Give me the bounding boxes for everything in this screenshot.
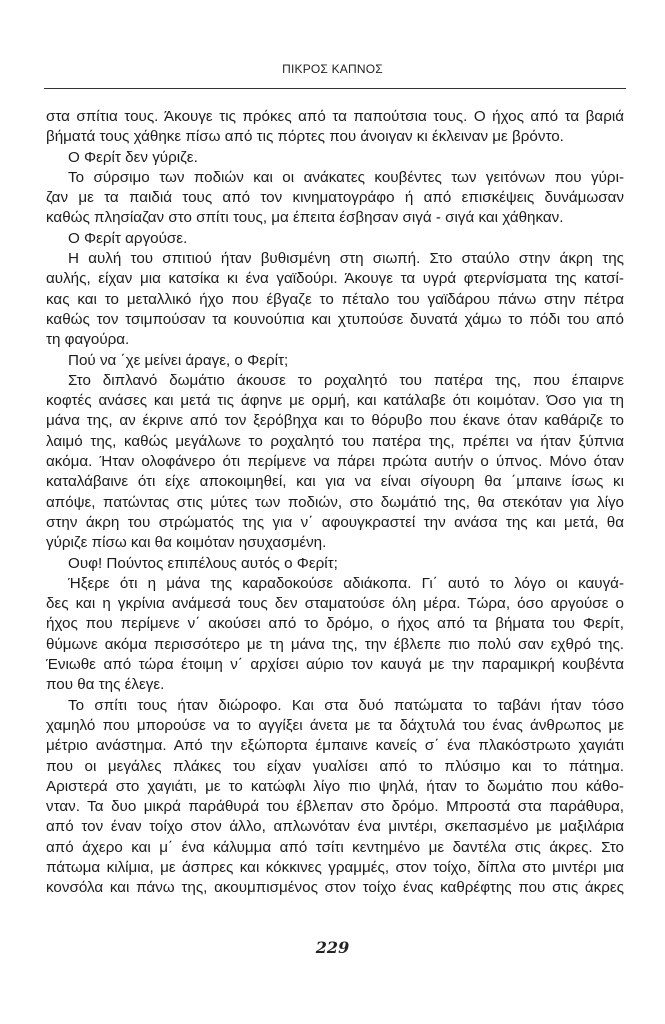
text-line: Ουφ! Πούντος επιπέλους αυτός ο Φερίτ;: [68, 554, 338, 572]
text-line: ακόμα. Ήταν ολοφάνερο ότι περίμενε να πάρει πρώτα αυτήν ο ύπνος. Μόνο όταν: [46, 453, 624, 471]
text-line: κοφτές ανάσες και μετά τις άφηνε με ορμή, και κατάλαβε ότι κοιμόταν. Όσο για τη: [46, 392, 624, 410]
text-line: αυλής, είχαν μια κατσίκα κι ένα γαϊδούρι. Άκουγε τα υγρά φτερνίσματα της κατσί-: [46, 270, 624, 288]
text-line: απόψε, πατώντας στις μύτες των ποδιών, στο δωμάτιό της, θα στεκόταν για λίγο: [46, 493, 624, 511]
text-line: Η αυλή του σπιτιού ήταν βυθισμένη στη σιωπή. Στο σταύλο στην άκρη της: [68, 250, 624, 268]
text-line: ζαν με τα παιδιά τους από τον κινηματογράφο ή από επισκέψεις δυνάμωσαν: [46, 189, 624, 207]
text-line: Το σπίτι τους ήταν διώροφο. Και στα δυό πατώματα το ταβάνι ήταν τόσο: [68, 696, 624, 714]
page-number: 229: [315, 938, 350, 957]
text-line: Ο Φερίτ αργούσε.: [68, 229, 188, 247]
text-line: στην άκρη του στρώματός της για ν΄ αφουγκραστεί την ανάσα της και μετά, θα: [46, 513, 624, 531]
header-rule: [44, 88, 626, 89]
text-line: Πού να ΄χε μείνει άραγε, ο Φερίτ;: [68, 351, 289, 369]
text-line: Ένιωθε από τώρα έτοιμη ν΄ αρχίσει αύριο τον καυγά με την παραμικρή κουβέντα: [46, 656, 624, 674]
text-line: καθώς τον τσιμπούσαν τα κουνούπια και χτυπούσε δυνατά χάμω το πόδι του από: [46, 310, 624, 328]
text-line: Το σύρσιμο των ποδιών και οι ανάκατες κουβέντες των γειτόνων που γύρι-: [68, 168, 624, 186]
text-line: από άχερο και μ΄ ένα κάλυμμα από τσίτι κεντημένο με δαντέλα στις άκρες. Στο: [46, 838, 624, 856]
text-line: μέτριο ανάστημα. Από την εξώπορτα έμπαινε κανείς σ΄ ένα πλακόστρωτο χαγιάτι: [46, 737, 624, 755]
text-line: δες και η γκρίνια ανάμεσά τους δεν σταματούσε όλη μέρα. Τώρα, όσο αργούσε ο: [46, 595, 624, 613]
text-line: Αριστερά στο χαγιάτι, με το κατώφλι λίγο πιο ψηλά, ήταν το δωμάτιο που κάθο-: [46, 777, 624, 795]
body-text: [46, 107, 624, 899]
running-title: ΠΙΚΡΟΣ ΚΑΠΝΟΣ: [282, 62, 383, 76]
text-line: καθώς πλησίαζαν στο σπίτι τους, μα έπειτα έσβησαν σιγά - σιγά και χάθηκαν.: [46, 209, 564, 227]
text-line: που οι μεγάλες πλάκες του είχαν γυαλίσει από το πλύσιμο και το πάτημα.: [46, 757, 624, 775]
text-line: γύριζε πίσω και θα κοιμόταν ησυχασμένη.: [46, 534, 327, 552]
text-line: που θα της έλεγε.: [46, 676, 165, 694]
text-line: τη φαγούρα.: [46, 331, 130, 349]
text-line: μάνα της, αν έκρινε από τον ξερόβηχα και το θόρυβο που έκανε όταν καθάριζε το: [46, 412, 624, 430]
text-line: στα σπίτια τους. Άκουγε τις πρόκες από τα παπούτσια τους. Ο ήχος από τα βαριά: [46, 108, 624, 125]
text-line: Στο διπλανό δωμάτιο άκουσε το ροχαλητό του πατέρα της, που έπαιρνε: [68, 371, 624, 389]
text-line: χαμηλό που μπορούσε να το αγγίξει άνετα με τα δάχτυλά του ένας άνθρωπος με: [46, 716, 624, 734]
text-line: ήχος που περίμενε ν΄ ακούσει από το δρόμο, ο ήχος από τα βήματα του Φερίτ,: [46, 615, 624, 633]
text-line: κας και το μεταλλικό ήχο που έβγαζε το πέταλο του γαϊδάρου πάνω στην πέτρα: [46, 290, 624, 308]
text-line: βήματά τους χάθηκε πίσω από τις πόρτες που άνοιγαν κι έκλειναν με βρόντο.: [46, 128, 564, 146]
text-line: από τον έναν τοίχο στον άλλο, απλωνόταν ένα μιντέρι, σκεπασμένο με μαξιλάρια: [46, 818, 624, 836]
text-line: καταλάβαινε ότι είχε αποκοιμηθεί, και για να είναι σίγουρη θα ΄μπαινε ίσως κι: [46, 473, 624, 491]
text-line: Ο Φερίτ δεν γύριζε.: [68, 148, 198, 166]
text-line: νταν. Τα δυο μικρά παράθυρά του έβλεπαν στο δρόμο. Μπροστά στα παράθυρα,: [46, 798, 624, 816]
text-line: θύμωνε ακόμα περισσότερο με τη μάνα της, την έβλεπε πιο πολύ σαν εχθρό της.: [46, 635, 624, 653]
text-line: Ήξερε ότι η μάνα της καραδοκούσε αδιάκοπα. Γι΄ αυτό το λόγο οι καυγά-: [68, 574, 624, 592]
text-line: λαιμό της, καθώς μεγάλωνε το ροχαλητό του πατέρα της, πρέπει να ήταν ξύπνια: [46, 432, 624, 450]
text-line: κονσόλα και πάνω της, ακουμπισμένος στον τοίχο ένας καθρέφτης που στις άκρες: [46, 879, 624, 897]
text-line: πάτωμα κιλίμια, με άσπρες και κόκκινες γραμμές, στον τοίχο, δίπλα στο μιντέρι μια: [46, 858, 624, 876]
